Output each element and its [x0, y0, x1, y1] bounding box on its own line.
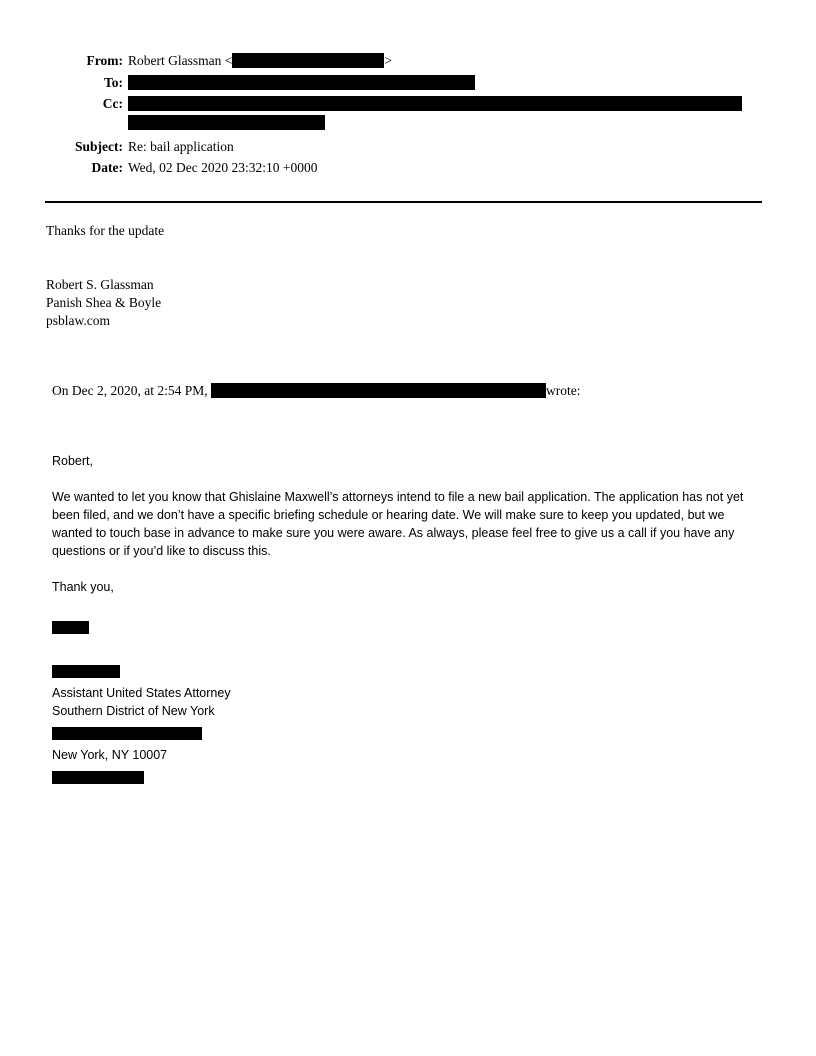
body-greeting: Thanks for the update [46, 223, 165, 238]
from-angle-close: > [384, 53, 392, 68]
subject-value: Re: bail application [128, 138, 234, 154]
sender-name: Robert S. Glassman [46, 277, 154, 292]
quoted-sig-city: New York, NY 10007 [52, 748, 168, 762]
cc-line-2 [128, 114, 742, 131]
date-value: Wed, 02 Dec 2020 23:32:10 +0000 [128, 160, 318, 175]
date-label: Date: [91, 160, 123, 175]
sender-website[interactable]: psblaw.com [46, 313, 110, 328]
sender-firm: Panish Shea & Boyle [46, 295, 162, 310]
spacer [52, 640, 766, 658]
spacer [52, 596, 766, 614]
quoted-sig-phone [52, 768, 766, 786]
redaction-bar-sig-name [52, 665, 120, 678]
quoted-sig-address [52, 724, 766, 742]
header-divider [45, 201, 762, 203]
quoted-paragraph: We wanted to let you know that Ghislaine Maxwell’s attorneys intend to file a new bail application. The application has not yet been filed, and we don’t have a specific briefing schedule or hearing date. We will make sure to keep you updated, but we wanted to touch base in advance to make sure you were aware. As always, please feel free to give us a call if you have any questions or if you’d like to discuss this. [52, 490, 744, 558]
redaction-bar-from-email [232, 53, 384, 68]
to-label: To: [103, 74, 123, 90]
quote-intro-suffix: wrote: [546, 383, 581, 398]
email-header [45, 52, 762, 181]
header-subject-row [45, 138, 762, 155]
redaction-bar-cc-2 [128, 115, 325, 130]
cc-line-1 [128, 95, 742, 112]
quoted-sig-district: Southern District of New York [52, 704, 215, 718]
quote-intro-prefix: On Dec 2, 2020, at 2:54 PM, [52, 383, 211, 398]
from-value [123, 52, 392, 69]
redaction-bar-to [128, 75, 475, 90]
cc-value [123, 95, 742, 133]
header-cc-row [45, 95, 762, 133]
quoted-sig-name [52, 662, 766, 680]
from-name: Robert Glassman < [128, 53, 233, 68]
from-label: From: [86, 53, 123, 68]
to-value [123, 74, 475, 91]
redaction-bar-sig-address [52, 727, 202, 740]
email-body-top [46, 222, 762, 400]
redaction-bar-quoted-sender [211, 383, 546, 398]
header-date-row [45, 159, 762, 176]
cc-label: Cc: [102, 96, 123, 111]
quoted-closing: Thank you, [52, 580, 114, 594]
redaction-bar-sig-phone [52, 771, 144, 784]
quote-intro [46, 382, 762, 400]
subject-label: Subject: [75, 138, 123, 154]
quoted-sig-title: Assistant United States Attorney [52, 686, 231, 700]
sender-signature [46, 276, 762, 330]
quoted-salutation: Robert, [52, 454, 93, 468]
redaction-bar-cc-1 [128, 96, 742, 111]
quoted-signoff-name [52, 618, 766, 636]
header-to-row [45, 74, 762, 91]
quoted-email-body [52, 452, 766, 790]
header-from-row [45, 52, 762, 69]
redaction-bar-signoff-name [52, 621, 89, 634]
